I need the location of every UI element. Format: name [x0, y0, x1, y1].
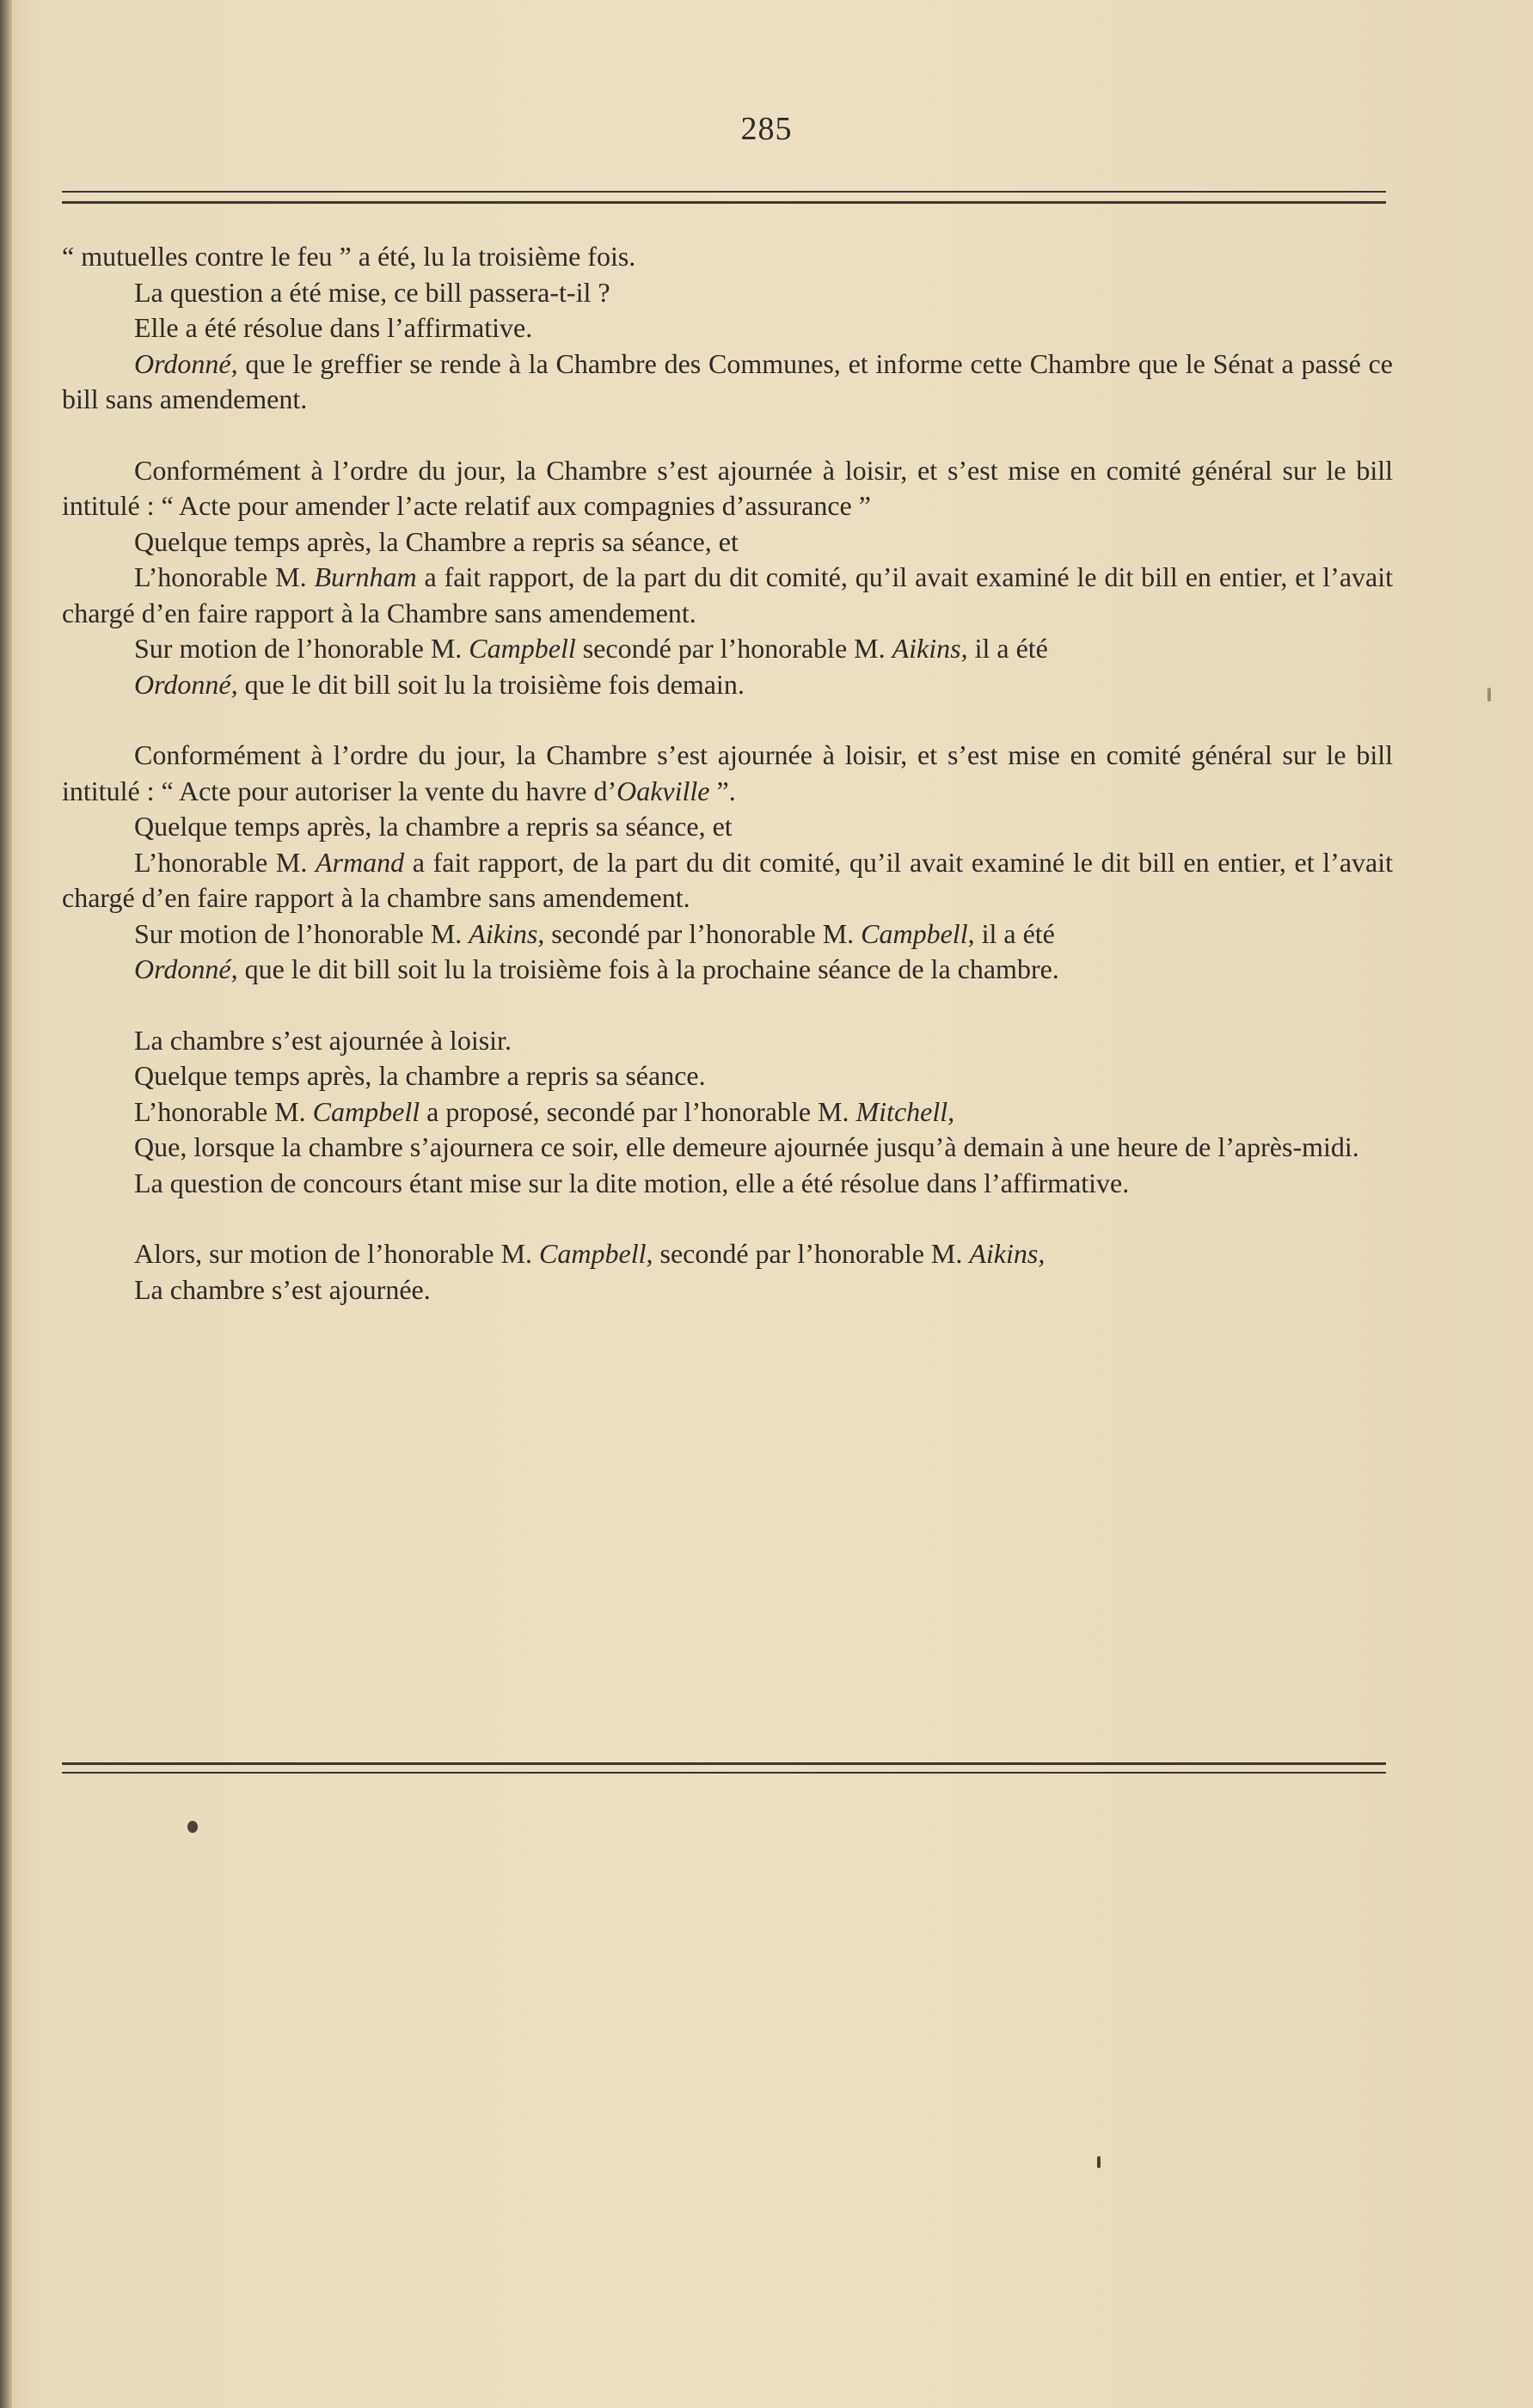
paragraph: La chambre s’est ajournée.: [134, 1273, 431, 1305]
paragraph: Quelque temps après, la chambre a repris sa séance.: [134, 1060, 706, 1091]
paragraph: L’honorable M. Armand a fait rapport, de la part du dit comité, qu’il avait examiné le dit bill en entier, et l’avait chargé d’en faire rapport à la chambre sans amendement.: [62, 846, 1394, 913]
paragraph: Elle a été résolue dans l’affirmative.: [134, 312, 533, 343]
paragraph: L’honorable M. Campbell a proposé, secondé par l’honorable M. Mitchell,: [134, 1095, 955, 1127]
paragraph-gap: [62, 702, 1393, 738]
paragraph: La question a été mise, ce bill passera-t-il ?: [134, 276, 610, 308]
paragraph: Quelque temps après, la Chambre a repris sa séance, et: [134, 525, 739, 557]
paragraph: Sur motion de l’honorable M. Campbell secondé par l’honorable M. Aikins, il a été: [134, 633, 1048, 664]
book-spine-shadow: [0, 0, 12, 2408]
paragraph: Ordonné, que le greffier se rende à la Chambre des Communes, et informe cette Chambre que le Sénat a passé ce bill sans amendement.: [62, 347, 1393, 414]
paragraph: La question de concours étant mise sur la dite motion, elle a été résolue dans l’affirmative.: [134, 1167, 1130, 1198]
paragraph: Alors, sur motion de l’honorable M. Campbell, secondé par l’honorable M. Aikins,: [134, 1238, 1046, 1269]
paragraph-gap: [62, 418, 1393, 453]
page-number: 285: [740, 111, 793, 147]
paragraph-gap: [62, 988, 1393, 1023]
paragraph: L’honorable M. Burnham a fait rapport, de la part du dit comité, qu’il avait examiné le dit bill en entier, et l’avait chargé d’en faire rapport à la Chambre sans amendement.: [62, 561, 1394, 628]
paragraph: “ mutuelles contre le feu ” a été, lu la troisième fois.: [62, 241, 636, 272]
paragraph: La chambre s’est ajournée à loisir.: [134, 1024, 512, 1056]
paragraph: Ordonné, que le dit bill soit lu la troisième fois à la prochaine séance de la chambre.: [134, 953, 1059, 984]
footer-rule: [62, 1762, 1386, 1774]
header-rule: [62, 191, 1386, 204]
paper-speck: [187, 1821, 198, 1833]
paragraph: Quelque temps après, la chambre a repris sa séance, et: [134, 811, 733, 842]
paper-speck: [1487, 688, 1491, 702]
paragraph: Conformément à l’ordre du jour, la Chambre s’est ajournée à loisir, et s’est mise en comité général sur le bill intitulé : “ Acte pour amender l’acte relatif aux compagnies d’assurance ”: [62, 454, 1393, 521]
paragraph: Conformément à l’ordre du jour, la Chambre s’est ajournée à loisir, et s’est mise en comité général sur le bill intitulé : “ Acte pour autoriser la vente du havre d’Oakville ”.: [62, 739, 1393, 806]
paper-speck: [1097, 2156, 1101, 2168]
paragraph: Sur motion de l’honorable M. Aikins, secondé par l’honorable M. Campbell, il a été: [134, 917, 1055, 949]
paragraph: Que, lorsque la chambre s’ajournera ce soir, elle demeure ajournée jusqu’à demain à une heure de l’après-midi.: [134, 1131, 1359, 1162]
paragraph: Ordonné, que le dit bill soit lu la troisième fois demain.: [134, 668, 745, 700]
body-text: [62, 239, 1393, 1308]
paragraph-gap: [62, 1201, 1393, 1236]
